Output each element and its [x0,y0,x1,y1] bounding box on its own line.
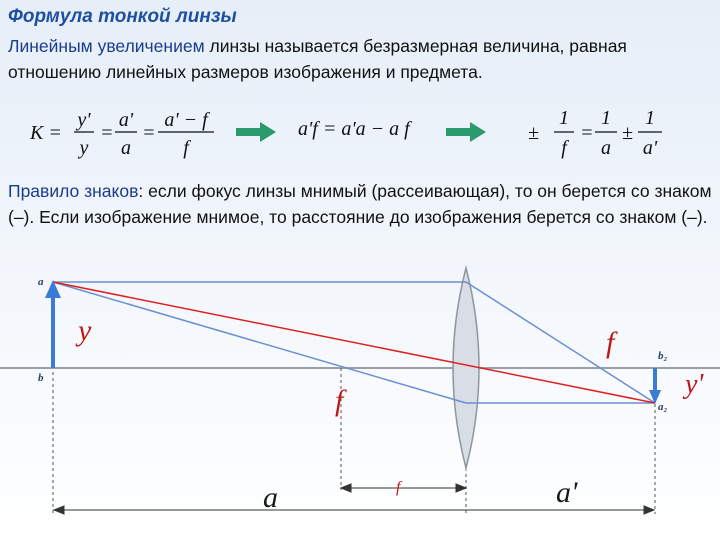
ray-refracted [466,282,655,403]
formula-eq-1: = [100,122,114,144]
sign-rule-paragraph [8,178,716,230]
formula-den-2: a [121,137,131,159]
formula-num-2: 1 [601,107,611,129]
point-label-a: a [38,276,44,288]
sign-rule-text: : если фокус линзы мнимый (рассеивающая), то он берется со знаком (–). Если изображение мнимое, то расстояние до изображения берется со знаком (–). [8,181,712,227]
formula-rearranged: a'f = a'a − a f [298,118,410,140]
sign-rule-term: Правило знаков [8,181,139,201]
formula-den-1: f [561,137,567,159]
definition-term: Линейным увеличением [8,36,205,56]
dimension-arrowhead [456,484,466,492]
point-label-a2: a₂ [658,401,668,413]
formula-magnification [30,102,230,162]
formula-num-1: y' [77,109,91,131]
label-a: a [263,481,278,514]
formula-eq: = [580,122,594,144]
definition-text: линзы называется безразмерная величина, равная отношению линейных размеров изображения и предмета. [8,36,627,82]
label-a-prime: a' [556,476,578,509]
formula-num-3: a' − f [164,109,208,131]
slide-title: Формула тонкой линзы [8,6,237,27]
ray-central [53,282,655,403]
green-arrow-icon [446,122,486,142]
point-label-b2: b₂ [658,350,668,362]
formula-num-1: 1 [559,107,569,129]
label-f-small: f [396,479,401,496]
definition-paragraph [8,33,713,85]
dimension-arrowhead [54,506,64,514]
label-f-left: f [335,384,344,417]
ray-through-focus [53,282,466,403]
formula-eq-2: = [142,122,156,144]
dimension-arrowhead [341,484,351,492]
label-y-prime: y' [685,369,704,400]
formula-num-3: 1 [645,107,655,129]
formula-pm-1: ± [528,122,539,144]
label-f-right: f [606,326,615,359]
lens-ray-diagram [0,262,720,540]
formula-den-1: y [79,137,89,159]
formula-num-2: a' [118,109,134,131]
formula-thin-lens [528,102,708,162]
point-label-b: b [38,372,44,384]
formula-pm-2: ± [622,122,633,144]
label-y: y [78,314,92,347]
formula-den-3: f [183,137,189,159]
formula-den-3: a' [642,137,658,159]
dimension-arrowhead [644,506,654,514]
green-arrow-icon [236,122,276,142]
convex-lens [453,268,479,468]
formula-lhs: K = [30,122,62,144]
formula-den-2: a [601,137,611,159]
